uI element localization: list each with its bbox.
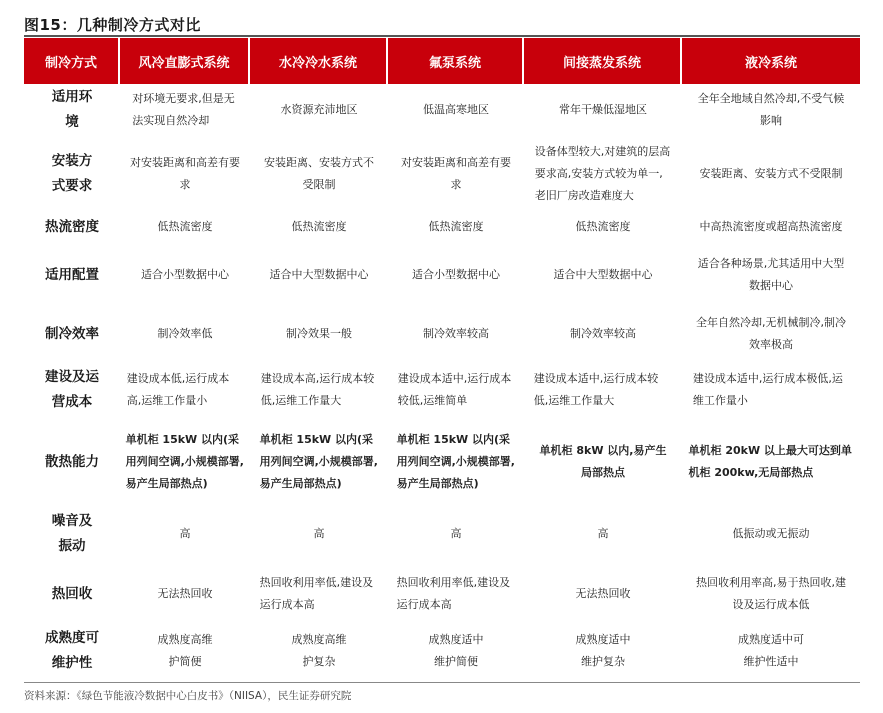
cell-text: 建设成本适中,运行成本较低,运维工作量大 — [533, 372, 659, 407]
table-row — [24, 308, 860, 360]
cell-text: 对安装距离和高差有要求 — [129, 156, 240, 191]
table-cell: 高 — [313, 527, 325, 540]
cell-text: 对安装距离和高差有要求 — [400, 156, 511, 191]
row-label: 噪音及振动 — [51, 513, 93, 554]
header-cell: 液冷系统 — [682, 38, 860, 84]
table-cell: 中高热流密度或超高热流密度 — [699, 220, 843, 233]
table-cell — [120, 360, 250, 420]
row-label: 适用环境 — [51, 89, 93, 130]
row-header — [24, 360, 120, 420]
cell-text: 建设成本低,运行成本高,运维工作量小 — [126, 372, 230, 407]
table-cell: 安装距离、安装方式不受限制 — [699, 167, 843, 180]
table-header-row — [24, 38, 860, 84]
row-header — [24, 504, 120, 564]
cell-text: 单机柜 15kW 以内(采用列间空调,小规模部署,易产生局部热点) — [259, 433, 378, 490]
cell-text: 热回收利用率低,建设及运行成本高 — [396, 576, 511, 611]
table-cell: 低热流密度 — [575, 220, 631, 233]
table-cell — [250, 420, 388, 504]
table-row — [24, 212, 860, 242]
table-cell — [388, 624, 524, 678]
table-row — [24, 504, 860, 564]
row-header: 适用配置 — [45, 266, 99, 283]
cell-text: 成熟度适中可维护性适中 — [738, 633, 804, 668]
table-cell — [524, 136, 682, 212]
table-cell: 水资源充沛地区 — [280, 103, 358, 116]
table-cell: 低振动或无振动 — [732, 527, 810, 540]
cell-text: 建设成本高,运行成本较低,运维工作量大 — [260, 372, 375, 407]
table-cell: 适合小型数据中心 — [141, 268, 229, 281]
header-cell: 间接蒸发系统 — [524, 38, 682, 84]
table-cell: 低热流密度 — [428, 220, 484, 233]
table-cell: 制冷效率低 — [157, 327, 213, 340]
table-cell — [388, 420, 524, 504]
cell-text: 单机柜 15kW 以内(采用列间空调,小规模部署,易产生局部热点) — [125, 433, 244, 490]
cell-text: 热回收利用率高,易于热回收,建设及运行成本低 — [696, 576, 846, 611]
table-cell — [120, 624, 250, 678]
table-row — [24, 420, 860, 504]
cell-text: 单机柜 20kW 以上最大可达到单机柜 200kw,无局部热点 — [688, 444, 852, 479]
cell-text: 单机柜 8kW 以内,易产生局部热点 — [539, 444, 667, 479]
comparison-table — [24, 38, 860, 678]
table-row — [24, 360, 860, 420]
table-cell: 低热流密度 — [291, 220, 347, 233]
cell-text: 安装距离、安装方式不受限制 — [263, 156, 374, 191]
table-cell: 常年干燥低湿地区 — [559, 103, 647, 116]
table-cell — [682, 564, 860, 624]
table-row — [24, 136, 860, 212]
cell-text: 对环境无要求,但是无法实现自然冷却 — [132, 92, 235, 127]
row-header: 制冷效率 — [45, 325, 99, 342]
table-row — [24, 242, 860, 308]
header-cell: 风冷直膨式系统 — [120, 38, 250, 84]
row-header — [24, 84, 120, 136]
table-cell — [250, 624, 388, 678]
table-cell — [120, 84, 250, 136]
cell-text: 全年全地域自然冷却,不受气候影响 — [697, 92, 845, 127]
cell-text: 热回收利用率低,建设及运行成本高 — [259, 576, 374, 611]
table-cell — [388, 564, 524, 624]
table-cell: 高 — [179, 527, 191, 540]
table-row — [24, 564, 860, 624]
table-cell: 制冷效率较高 — [570, 327, 636, 340]
table-cell: 制冷效果一般 — [286, 327, 352, 340]
bottom-divider — [24, 682, 860, 683]
cell-text: 建设成本适中,运行成本极低,运维工作量小 — [692, 372, 843, 407]
cell-text: 适合各种场景,尤其适用中大型数据中心 — [697, 257, 845, 292]
table-cell: 适合中大型数据中心 — [269, 268, 369, 281]
cell-text: 单机柜 15kW 以内(采用列间空调,小规模部署,易产生局部热点) — [396, 433, 515, 490]
header-cell: 制冷方式 — [24, 38, 120, 84]
cell-text: 成熟度适中维护复杂 — [575, 633, 631, 668]
row-header — [24, 136, 120, 212]
table-cell — [524, 420, 682, 504]
cell-text: 成熟度高维护复杂 — [291, 633, 347, 668]
table-cell — [388, 136, 524, 212]
table-cell: 低热流密度 — [157, 220, 213, 233]
table-cell — [250, 360, 388, 420]
table-cell — [120, 136, 250, 212]
row-header: 热流密度 — [45, 218, 99, 235]
row-label: 成熟度可维护性 — [45, 630, 99, 671]
row-header — [24, 624, 120, 678]
table-cell — [524, 360, 682, 420]
table-cell — [682, 360, 860, 420]
table-cell — [120, 420, 250, 504]
row-label: 安装方式要求 — [51, 153, 93, 194]
table-cell: 无法热回收 — [157, 587, 213, 600]
row-header: 散热能力 — [45, 453, 99, 470]
header-cell: 氟泵系统 — [388, 38, 524, 84]
title-divider — [24, 35, 860, 37]
table-cell: 高 — [450, 527, 462, 540]
table-cell: 高 — [597, 527, 609, 540]
table-cell: 无法热回收 — [575, 587, 631, 600]
table-row — [24, 624, 860, 678]
table-cell — [682, 420, 860, 504]
cell-text: 成熟度高维护简便 — [157, 633, 213, 668]
cell-text: 成熟度适中维护简便 — [428, 633, 484, 668]
row-label: 建设及运营成本 — [45, 369, 99, 410]
table-row — [24, 84, 860, 136]
table-cell: 适合小型数据中心 — [412, 268, 500, 281]
table-cell — [682, 308, 860, 360]
table-cell: 适合中大型数据中心 — [553, 268, 653, 281]
row-header: 热回收 — [51, 585, 93, 602]
table-cell: 制冷效率较高 — [423, 327, 489, 340]
source-note: 资料来源：《绿色节能液冷数据中心白皮书》（NIISA），民生证券研究院 — [24, 690, 352, 702]
table-cell — [388, 360, 524, 420]
table-cell — [250, 136, 388, 212]
figure-title: 图15：几种制冷方式对比 — [24, 16, 201, 34]
table-cell — [682, 84, 860, 136]
table-cell — [682, 242, 860, 308]
cell-text: 建设成本适中,运行成本较低,运维简单 — [397, 372, 512, 407]
table-cell — [682, 624, 860, 678]
table-cell: 低温高寒地区 — [423, 103, 489, 116]
cell-text: 设备体型较大,对建筑的层高要求高,安装方式较为单一,老旧厂房改造难度大 — [534, 145, 671, 202]
table-cell — [250, 564, 388, 624]
cell-text: 全年自然冷却,无机械制冷,制冷效率极高 — [696, 316, 846, 351]
table-cell — [524, 624, 682, 678]
header-cell: 水冷冷水系统 — [250, 38, 388, 84]
